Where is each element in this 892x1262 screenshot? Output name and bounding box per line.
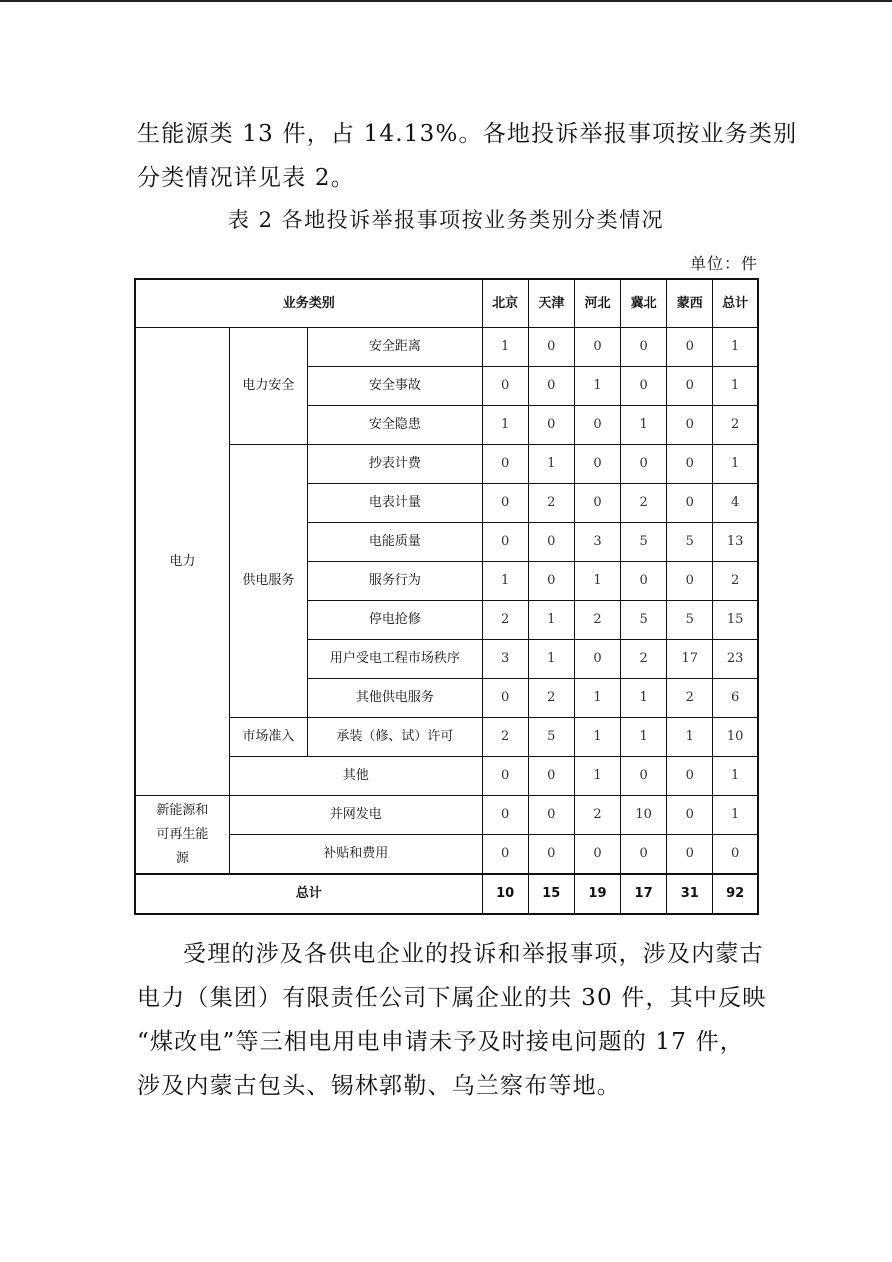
cell-value: 2	[482, 601, 528, 640]
cell-value: 1	[713, 328, 758, 367]
cell-value: 1	[528, 601, 574, 640]
cell-value: 0	[528, 796, 574, 835]
table-row	[135, 718, 758, 757]
row-label: 电能质量	[308, 523, 483, 562]
cell-value: 2	[713, 562, 758, 601]
unit-label: 单位：件	[689, 254, 758, 273]
cell-value: 0	[482, 835, 528, 875]
total-value: 10	[482, 874, 528, 914]
cell-value: 0	[667, 484, 713, 523]
row-label: 电表计量	[308, 484, 483, 523]
total-row	[135, 874, 758, 914]
total-value: 17	[621, 874, 667, 914]
cell-value: 6	[713, 679, 758, 718]
cell-value: 0	[574, 640, 620, 679]
cell-value: 0	[667, 562, 713, 601]
cell-value: 0	[667, 796, 713, 835]
header-beijing: 北京	[482, 279, 528, 328]
paragraph-line: 受理的涉及各供电企业的投诉和举报事项，涉及内蒙古	[183, 941, 764, 967]
paragraph-line: 涉及内蒙古包头、锡林郭勒、乌兰察布等地。	[137, 1073, 621, 1099]
cell-value: 10	[713, 718, 758, 757]
row-label: 安全事故	[308, 367, 483, 406]
cell-value: 0	[667, 757, 713, 796]
cell-value: 3	[574, 523, 620, 562]
cell-value: 2	[713, 406, 758, 445]
total-label: 总计	[135, 874, 482, 914]
cell-value: 0	[528, 757, 574, 796]
subgroup-supply: 供电服务	[229, 445, 307, 718]
total-value: 92	[713, 874, 758, 914]
row-label: 并网发电	[229, 796, 482, 835]
cell-value: 0	[482, 523, 528, 562]
cell-value: 0	[621, 445, 667, 484]
row-label: 补贴和费用	[229, 835, 482, 875]
paragraph-line: 分类情况详见表 2。	[137, 165, 355, 191]
cell-value: 2	[528, 484, 574, 523]
cell-value: 0	[482, 367, 528, 406]
header-row	[135, 279, 758, 328]
cell-value: 10	[621, 796, 667, 835]
group-renewable: 新能源和可再生能源	[135, 796, 229, 875]
table-caption: 表 2 各地投诉举报事项按业务类别分类情况	[227, 208, 665, 232]
table-row	[135, 757, 758, 796]
cell-value: 2	[667, 679, 713, 718]
cell-value: 0	[528, 328, 574, 367]
cell-value: 0	[482, 757, 528, 796]
paragraph-line: 生能源类 13 件，占 14.13%。各地投诉举报事项按业务类别	[137, 121, 798, 147]
cell-value: 1	[713, 796, 758, 835]
cell-value: 5	[621, 601, 667, 640]
cell-value: 1	[528, 445, 574, 484]
cell-value: 2	[621, 640, 667, 679]
cell-value: 0	[621, 328, 667, 367]
table-row	[135, 445, 758, 484]
paragraph-complaints	[137, 932, 767, 1108]
row-label: 停电抢修	[308, 601, 483, 640]
cell-value: 0	[482, 445, 528, 484]
cell-value: 1	[574, 679, 620, 718]
cell-value: 0	[667, 367, 713, 406]
cell-value: 1	[621, 718, 667, 757]
cell-value: 5	[667, 601, 713, 640]
cell-value: 0	[574, 406, 620, 445]
subgroup-market: 市场准入	[229, 718, 307, 757]
row-label: 安全隐患	[308, 406, 483, 445]
header-category: 业务类别	[135, 279, 482, 328]
cell-value: 1	[574, 562, 620, 601]
header-mengxi: 蒙西	[667, 279, 713, 328]
total-value: 31	[667, 874, 713, 914]
table-row	[135, 796, 758, 835]
cell-value: 1	[667, 718, 713, 757]
cell-value: 0	[621, 367, 667, 406]
cell-value: 0	[667, 445, 713, 484]
row-label: 服务行为	[308, 562, 483, 601]
cell-value: 0	[621, 562, 667, 601]
cell-value: 0	[528, 835, 574, 875]
header-jibei: 冀北	[621, 279, 667, 328]
top-border-line	[0, 0, 892, 2]
cell-value: 1	[574, 718, 620, 757]
row-label: 其他	[229, 757, 482, 796]
cell-value: 5	[621, 523, 667, 562]
cell-value: 0	[667, 328, 713, 367]
cell-value: 1	[713, 445, 758, 484]
cell-value: 0	[528, 523, 574, 562]
paragraph-line: 电力（集团）有限责任公司下属企业的共 30 件，其中反映	[137, 985, 767, 1011]
subgroup-safety: 电力安全	[229, 328, 307, 445]
cell-value: 15	[713, 601, 758, 640]
cell-value: 1	[621, 679, 667, 718]
row-label: 抄表计费	[308, 445, 483, 484]
total-value: 15	[528, 874, 574, 914]
cell-value: 4	[713, 484, 758, 523]
cell-value: 1	[713, 367, 758, 406]
cell-value: 0	[574, 445, 620, 484]
row-label: 其他供电服务	[308, 679, 483, 718]
header-hebei: 河北	[574, 279, 620, 328]
cell-value: 0	[713, 835, 758, 875]
total-value: 19	[574, 874, 620, 914]
cell-value: 0	[482, 796, 528, 835]
header-total: 总计	[713, 279, 758, 328]
row-label: 用户受电工程市场秩序	[308, 640, 483, 679]
row-label: 安全距离	[308, 328, 483, 367]
cell-value: 2	[528, 679, 574, 718]
complaint-category-table	[134, 278, 759, 915]
cell-value: 1	[621, 406, 667, 445]
cell-value: 0	[574, 328, 620, 367]
cell-value: 0	[621, 835, 667, 875]
cell-value: 17	[667, 640, 713, 679]
cell-value: 5	[667, 523, 713, 562]
cell-value: 2	[574, 601, 620, 640]
cell-value: 0	[574, 484, 620, 523]
group-power: 电力	[135, 328, 229, 796]
cell-value: 23	[713, 640, 758, 679]
cell-value: 5	[528, 718, 574, 757]
cell-value: 1	[713, 757, 758, 796]
table-row	[135, 328, 758, 367]
cell-value: 13	[713, 523, 758, 562]
cell-value: 1	[528, 640, 574, 679]
cell-value: 0	[482, 679, 528, 718]
cell-value: 2	[482, 718, 528, 757]
cell-value: 0	[667, 406, 713, 445]
cell-value: 1	[574, 367, 620, 406]
table-row	[135, 835, 758, 875]
cell-value: 0	[528, 367, 574, 406]
paragraph-intro	[137, 112, 798, 200]
cell-value: 0	[667, 835, 713, 875]
cell-value: 0	[528, 406, 574, 445]
cell-value: 3	[482, 640, 528, 679]
cell-value: 1	[482, 562, 528, 601]
row-label: 承装（修、试）许可	[308, 718, 483, 757]
cell-value: 1	[482, 406, 528, 445]
cell-value: 0	[482, 484, 528, 523]
cell-value: 1	[574, 757, 620, 796]
paragraph-line: “煤改电”等三相电用电申请未予及时接电问题的 17 件，	[137, 1029, 745, 1055]
cell-value: 0	[528, 562, 574, 601]
cell-value: 2	[574, 796, 620, 835]
cell-value: 0	[574, 835, 620, 875]
cell-value: 2	[621, 484, 667, 523]
cell-value: 1	[482, 328, 528, 367]
header-tianjin: 天津	[528, 279, 574, 328]
cell-value: 0	[621, 757, 667, 796]
